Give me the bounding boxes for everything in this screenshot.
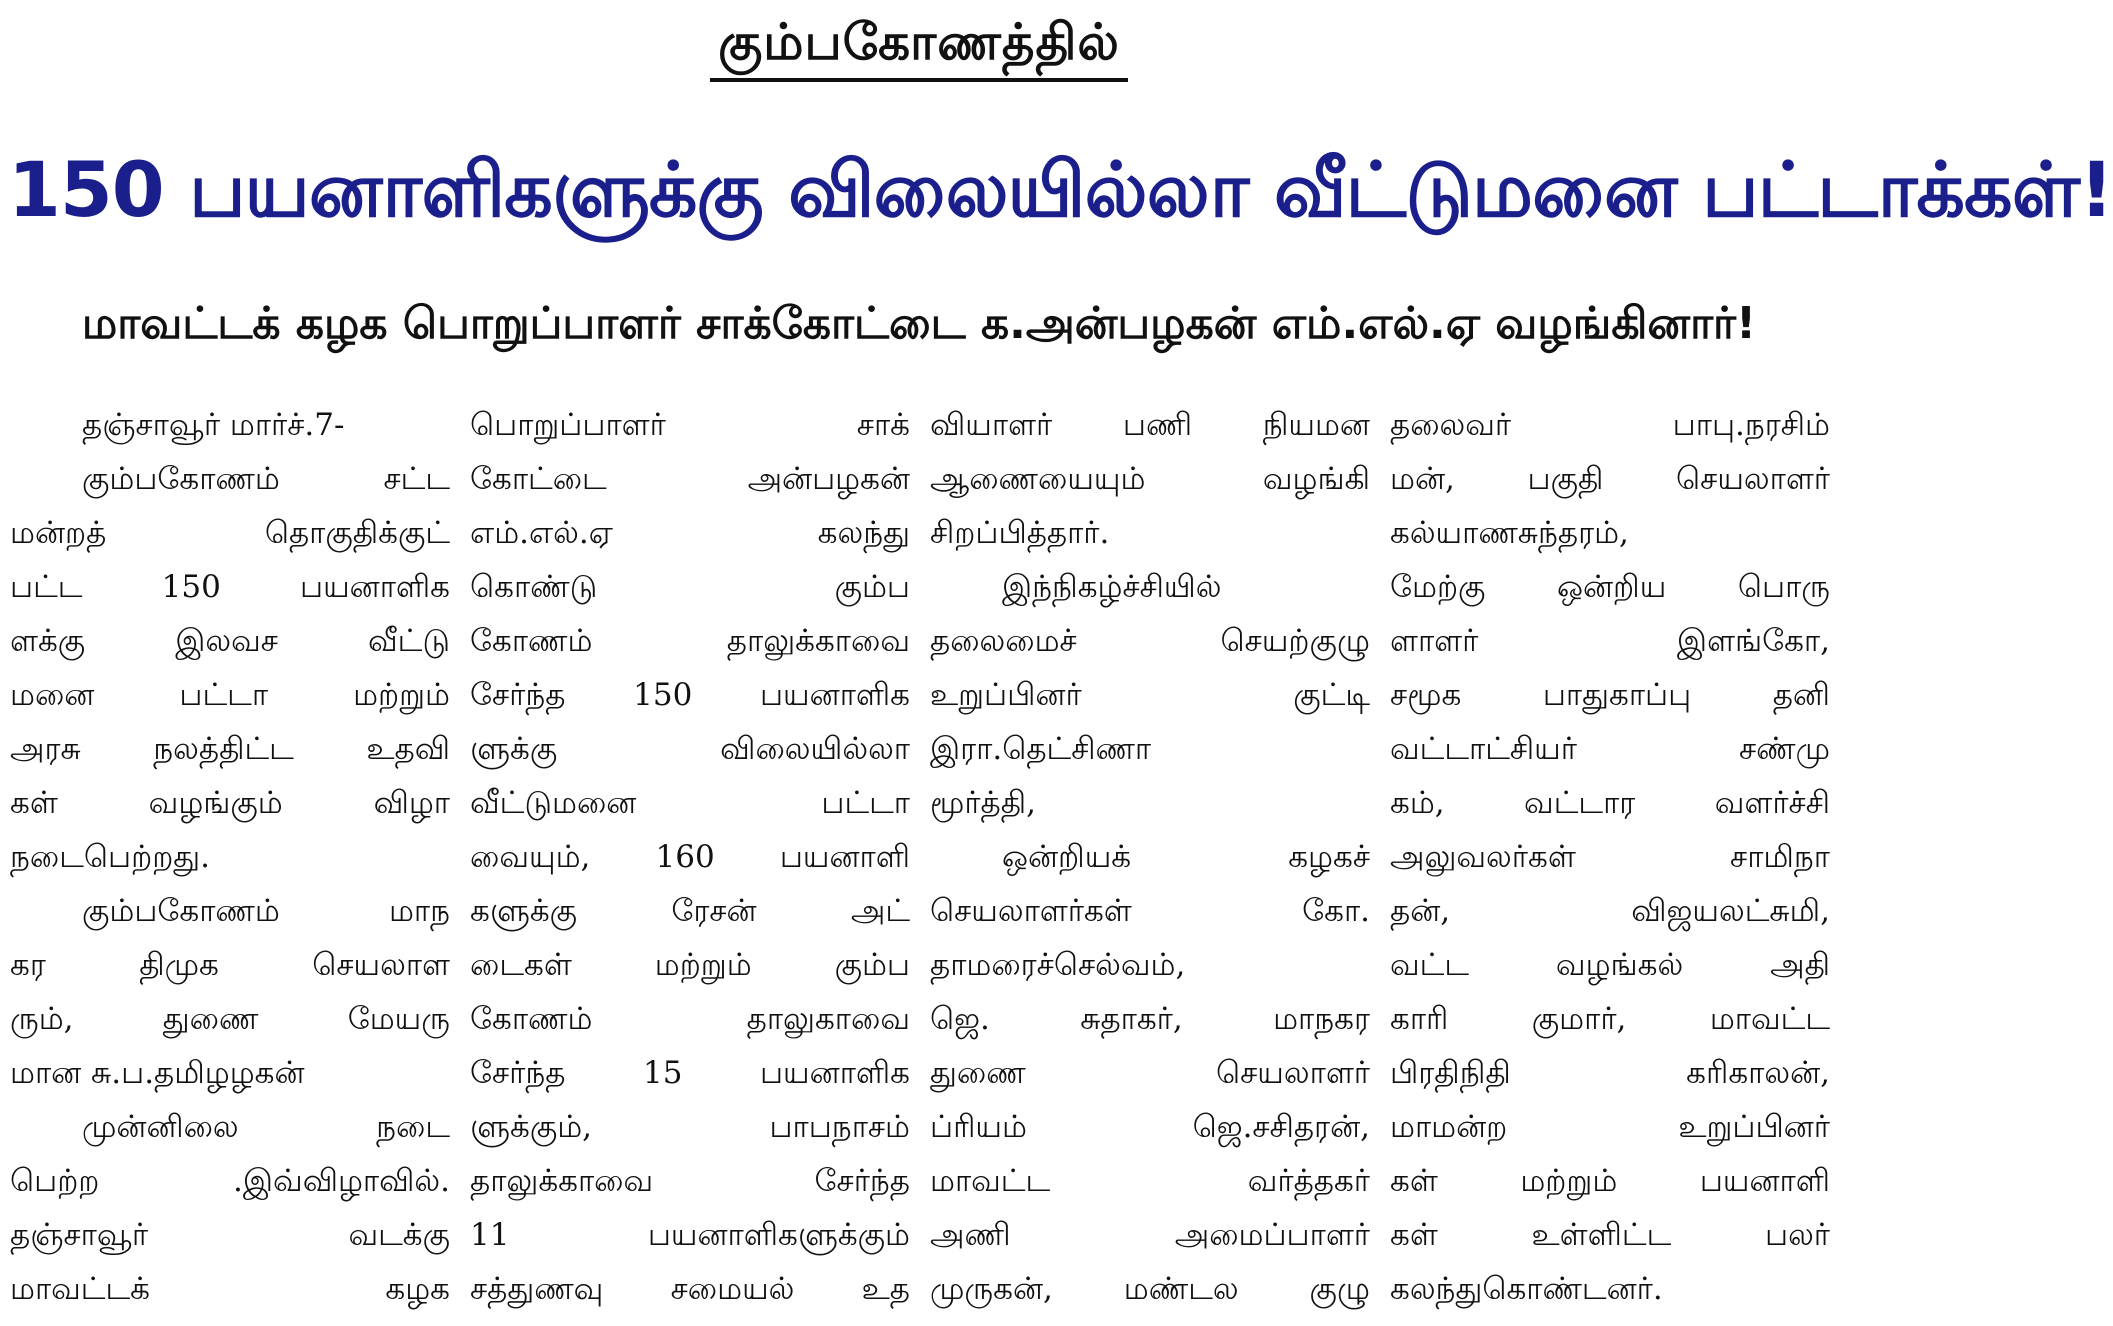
- body-line: கும்பகோணம் சட்ட: [82, 461, 450, 497]
- body-line: பொறுப்பாளர் சாக்: [470, 407, 910, 443]
- body-line: சேர்ந்த 15 பயனாளிக: [470, 1055, 910, 1091]
- body-line: ளுக்கு விலையில்லா: [470, 731, 910, 767]
- body-line: தாமரைச்செல்வம்,: [930, 947, 1186, 983]
- column-1: [10, 398, 450, 1318]
- body-line: இந்நிகழ்ச்சியில்: [1002, 569, 1222, 605]
- body-line: தலைவர் பாபு.நரசிம்: [1390, 407, 1830, 443]
- kicker-wrap: [0, 14, 1838, 82]
- body-line: பட்ட 150 பயனாளிக: [10, 569, 450, 605]
- body-line: அணி அமைப்பாளர்: [930, 1217, 1370, 1253]
- body-line: எம்.எல்.ஏ கலந்து: [470, 515, 910, 551]
- body-line: வையும், 160 பயனாளி: [470, 839, 910, 875]
- body-line: அரசு நலத்திட்ட உதவி: [10, 731, 450, 767]
- body-line: ளக்கு இலவச வீட்டு: [10, 623, 450, 659]
- body-line: கொண்டு கும்ப: [470, 569, 910, 605]
- body-line: நடைபெற்றது.: [10, 839, 211, 875]
- body-line: செயலாளர்கள் கோ.: [930, 893, 1370, 929]
- body-line: மன்றத் தொகுதிக்குட்: [10, 515, 450, 551]
- body-line: துணை செயலாளர்: [930, 1055, 1370, 1091]
- column-3: [930, 398, 1370, 1318]
- body-line: கள் வழங்கும் விழா: [10, 785, 450, 821]
- body-line: ரும், துணை மேயரு: [10, 1001, 450, 1037]
- body-line: கோட்டை அன்பழகன்: [470, 461, 910, 497]
- body-line: ஜெ. சுதாகர், மாநகர: [930, 1001, 1370, 1037]
- body-line: அலுவலர்கள் சாமிநா: [1390, 839, 1830, 875]
- body-line: கோணம் தாலுகாவை: [470, 1001, 910, 1037]
- column-2: [470, 398, 910, 1318]
- body-line: முன்னிலை நடை: [82, 1109, 450, 1145]
- body-line: கர திமுக செயலாள: [10, 947, 450, 983]
- body-line: தஞ்சாவூர் மார்ச்.7-: [82, 407, 345, 443]
- body-line: ளுக்கும், பாபநாசம்: [470, 1109, 910, 1145]
- body-line: தன், விஜயலட்சுமி,: [1390, 893, 1830, 929]
- body-line: வட்ட வழங்கல் அதி: [1390, 947, 1830, 983]
- body-line: மூர்த்தி,: [930, 785, 1036, 821]
- body-line: கலந்துகொண்டனர்.: [1390, 1271, 1663, 1307]
- body-line: மனை பட்டா மற்றும்: [10, 677, 450, 713]
- body-line: முருகன், மண்டல குழு: [930, 1271, 1370, 1307]
- body-line: பெற்ற .இவ்விழாவில்.: [10, 1163, 450, 1199]
- body-line: வட்டாட்சியர் சண்மு: [1390, 731, 1830, 767]
- column-4: [1390, 398, 1830, 1318]
- body-line: தலைமைச் செயற்குழு: [930, 623, 1370, 659]
- body-line: சேர்ந்த 150 பயனாளிக: [470, 677, 910, 713]
- body-line: இரா.தெட்சிணா: [930, 731, 1152, 767]
- body-line: சிறப்பித்தார்.: [930, 515, 1110, 551]
- body-line: சமூக பாதுகாப்பு தனி: [1390, 677, 1830, 713]
- body-line: கோணம் தாலுக்காவை: [470, 623, 910, 659]
- body-line: பிரதிநிதி கரிகாலன்,: [1390, 1055, 1830, 1091]
- body-line: ஒன்றியக் கழகச்: [1002, 839, 1370, 875]
- body-line: மாவட்ட வர்த்தகர்: [930, 1163, 1370, 1199]
- body-line: களுக்கு ரேசன் அட்: [470, 893, 910, 929]
- body-line: கல்யாணசுந்தரம்,: [1390, 515, 1629, 551]
- body-line: மன், பகுதி செயலாளர்: [1390, 461, 1830, 497]
- kicker-title: கும்பகோணத்தில்: [710, 14, 1128, 82]
- body-line: மான சு.ப.தமிழழகன்: [10, 1055, 305, 1091]
- body-line: கம், வட்டார வளர்ச்சி: [1390, 785, 1830, 821]
- body-line: வியாளர் பணி நியமன: [930, 407, 1370, 443]
- body-line: உறுப்பினர் குட்டி: [930, 677, 1370, 713]
- body-line: தஞ்சாவூர் வடக்கு: [10, 1217, 450, 1253]
- body-line: ப்ரியம் ஜெ.சசிதரன்,: [930, 1109, 1370, 1145]
- body-line: ளாளர் இளங்கோ,: [1390, 623, 1830, 659]
- body-line: தாலுக்காவை சேர்ந்த: [470, 1163, 910, 1199]
- body-line: மேற்கு ஒன்றிய பொரு: [1390, 569, 1830, 605]
- body-line: ஆணையையும் வழங்கி: [930, 461, 1370, 497]
- body-line: சத்துணவு சமையல் உத: [470, 1271, 910, 1307]
- body-line: டைகள் மற்றும் கும்ப: [470, 947, 910, 983]
- headline: 150 பயனாளிகளுக்கு விலையில்லா வீட்டுமனை பட்டாக்கள்!: [8, 145, 2113, 234]
- body-line: மாமன்ற உறுப்பினர்: [1390, 1109, 1830, 1145]
- body-line: காரி குமார், மாவட்ட: [1390, 1001, 1830, 1037]
- body-line: கள் மற்றும் பயனாளி: [1390, 1163, 1830, 1199]
- subheadline: மாவட்டக் கழக பொறுப்பாளர் சாக்கோட்டை க.அன்பழகன் எம்.எல்.ஏ வழங்கினார்!: [81, 298, 1757, 349]
- body-line: கள் உள்ளிட்ட பலர்: [1390, 1217, 1830, 1253]
- body-line: கும்பகோணம் மாந: [82, 893, 450, 929]
- body-line: 11 பயனாளிகளுக்கும்: [470, 1217, 910, 1253]
- article-body: [10, 398, 1830, 1318]
- body-line: வீட்டுமனை பட்டா: [470, 785, 910, 821]
- body-line: மாவட்டக் கழக: [10, 1271, 450, 1307]
